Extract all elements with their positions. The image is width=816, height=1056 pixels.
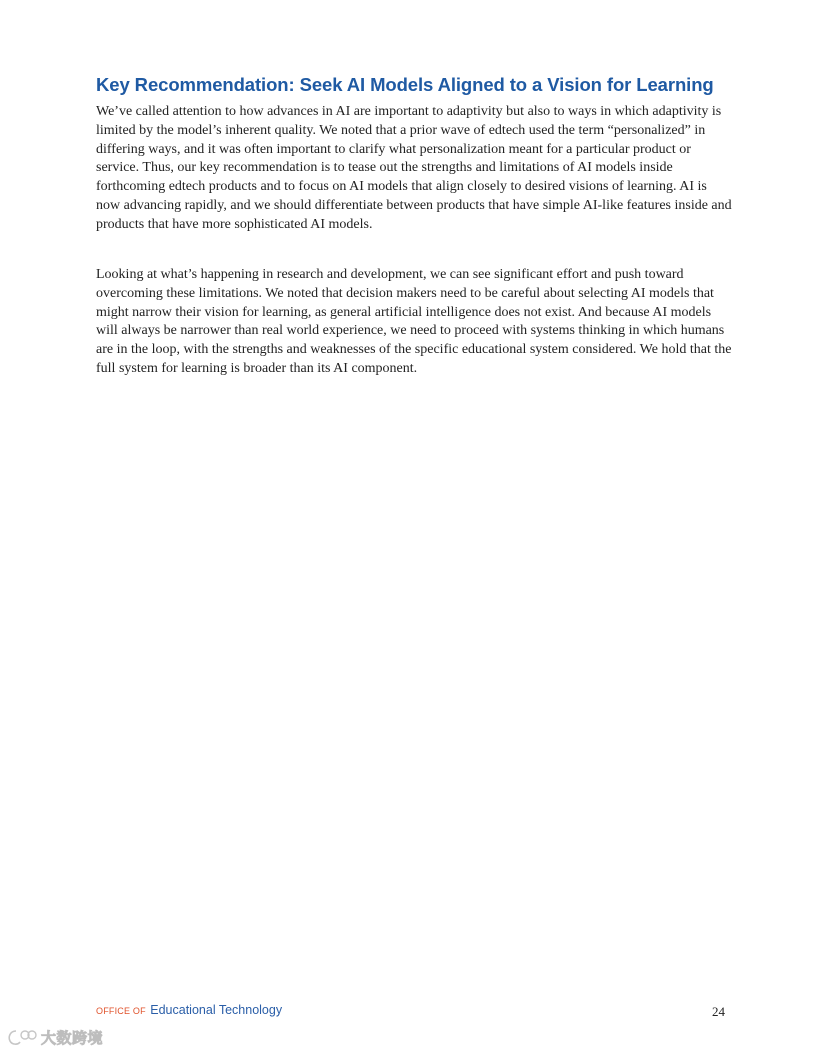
watermark-text: 大数跨境: [41, 1029, 104, 1047]
page-number: 24: [712, 1004, 725, 1019]
footer-brand: [96, 1001, 282, 1019]
body-paragraph-2: Looking at what’s happening in research and development, we can see significant effort and push toward overcoming these limitations. We noted that decision makers need to be careful about selecting AI models that might narrow their vision for learning, as general artificial intelligence does not exist. And because AI models will always be narrower than real world experience, we need to proceed with systems thinking in which humans are in the loop, with the strengths and weaknesses of the specific educational system considered. We hold that the full system for learning is broader than its AI component.: [96, 267, 732, 376]
footer-office-label: OFFICE OF: [96, 1006, 146, 1016]
watermark: [6, 1027, 103, 1048]
footer-department-name: Educational Technology: [150, 1003, 283, 1017]
body-paragraph-1: We’ve called attention to how advances in AI are important to adaptivity but also to ways in which adaptivity is limited by the model’s inherent quality. We noted that a prior wave of edtech used the term “personalized” in differing ways, and it was often important to clarify what personalization meant for a particular product or service. Thus, our key recommendation is to tease out the strengths and limitations of AI models inside forthcoming edtech products and to focus on AI models that align closely to desired visions of learning. AI is now advancing rapidly, and we should differentiate between products that have simple AI-like features inside and products that have more sophisticated AI models.: [96, 104, 732, 232]
section-heading: Key Recommendation: Seek AI Models Aligned to a Vision for Learning: [96, 74, 714, 95]
watermark-logo-icon: [6, 1028, 38, 1048]
